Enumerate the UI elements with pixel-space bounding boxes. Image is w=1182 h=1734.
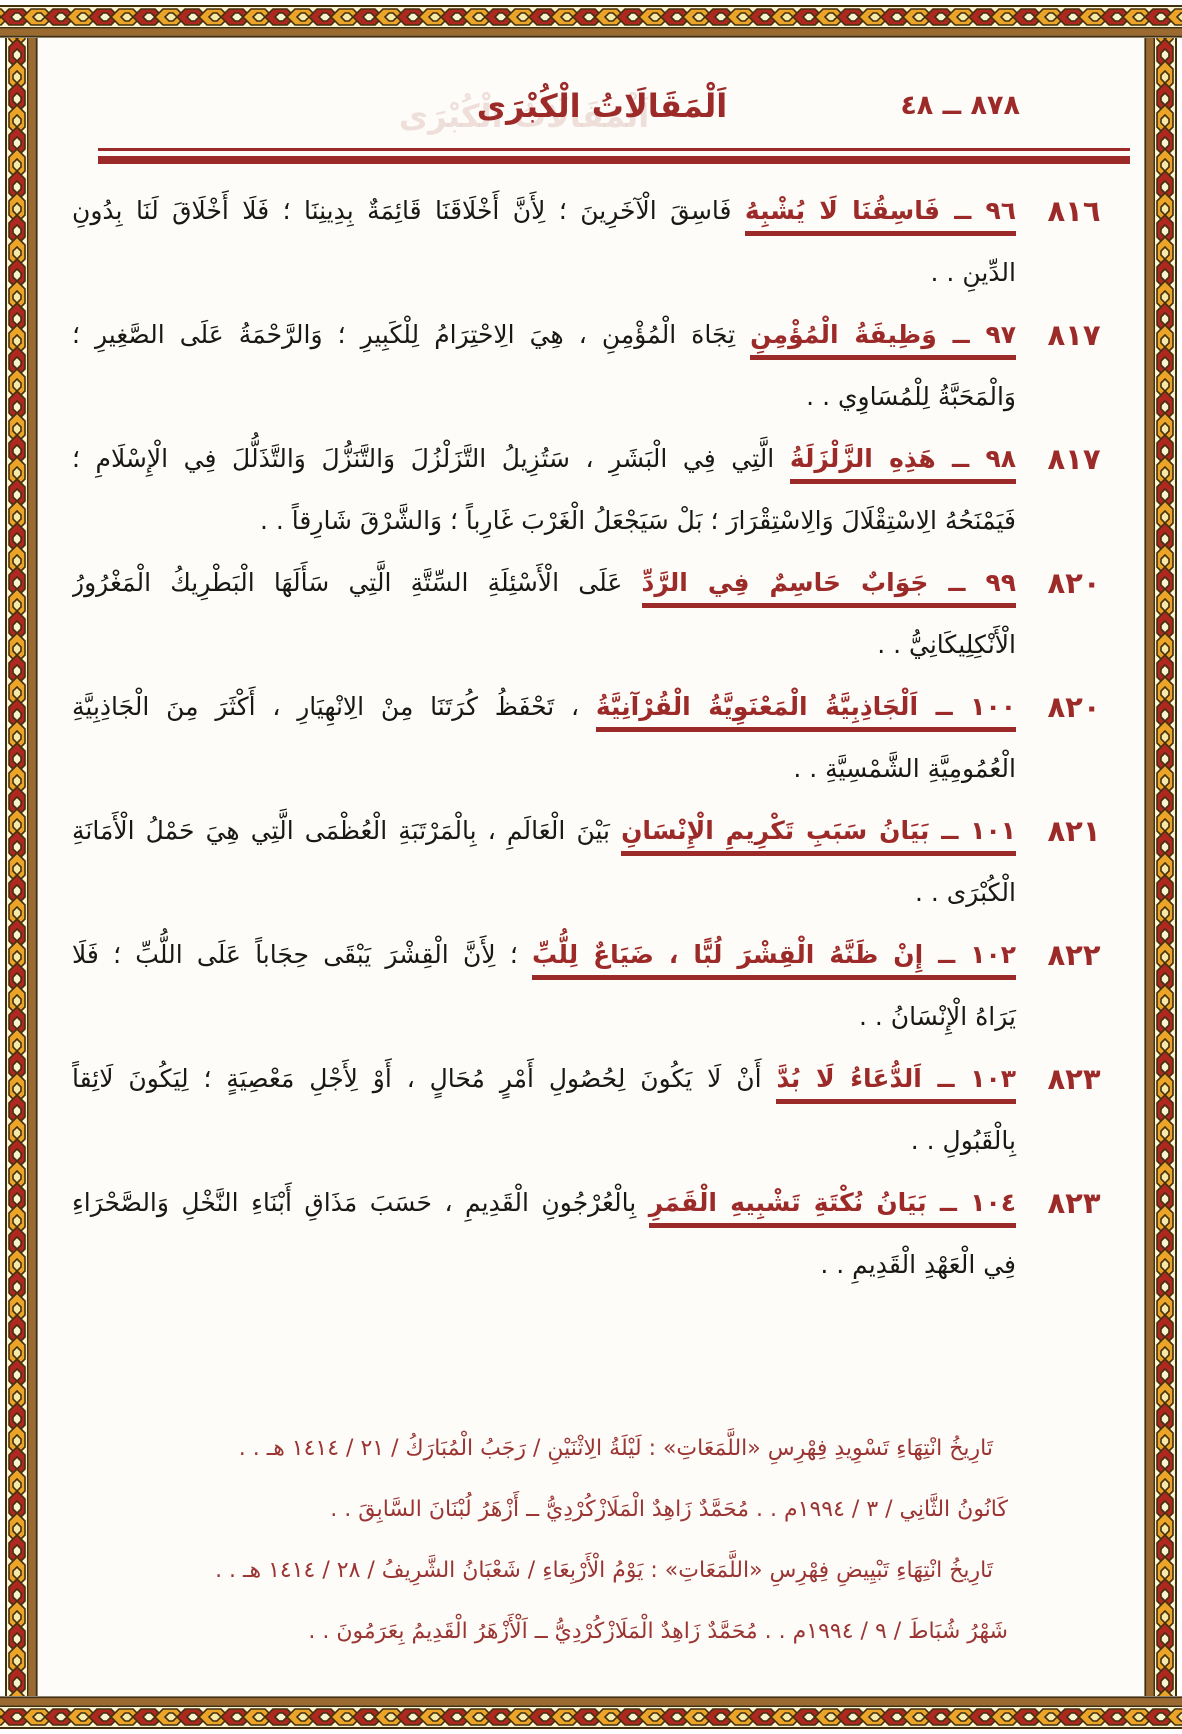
- entry-body-text: عَلَى الْأَسْئِلَةِ السِّتَّةِ الَّتِي سَأَلَهَا الْبَطْرِيكُ الْمَغْرُورُ: [72, 568, 623, 597]
- header-divider-rule: [98, 148, 1130, 164]
- colophon-paragraph: [102, 1540, 1008, 1662]
- page-number: ٨٧٨ ــ ٤٨: [900, 90, 1020, 121]
- entry-row: [72, 304, 1132, 428]
- entry-row: [72, 1048, 1132, 1172]
- entry-row: [72, 1172, 1132, 1296]
- colophon-line-2: شَهْرُ شُبَاطَ / ٩ / ١٩٩٤م . . مُحَمَّدٌ زَاهِدٌ الْمَلَازْكُرْدِيُّ ــ اَلْأَزْهَرُ الْقَدِيمُ بِعَرَمُونَ . .: [308, 1619, 1008, 1644]
- page-header: [72, 76, 1132, 136]
- entry-margin-number: ٨٢٢: [1047, 938, 1101, 972]
- entry-first-line: [72, 924, 1016, 986]
- colophon-line-1: تَارِيخُ انْتِهَاءِ تَبْيِيضِ فِهْرِسِ «اللَّمَعَاتِ» : يَوْمُ الْأَرْبِعَاءِ / شَعْبَانُ الشَّرِيفُ / ٢٨ / ١٤١٤ هـ . .: [215, 1558, 993, 1583]
- entry-text: [72, 676, 1016, 800]
- entry-text: [72, 1172, 1016, 1296]
- entry-row: [72, 924, 1132, 1048]
- entry-body-text: أَنْ لَا يَكُونَ لِحُصُولِ أَمْرٍ مُحَالٍ ، أَوْ لِأَجْلِ مَعْصِيَةٍ ؛ لِيَكُونَ لَائِقاً: [72, 1064, 762, 1093]
- colophon: [72, 1418, 1132, 1662]
- entry-continuation-line: فَيَمْنَحُهُ الِاسْتِقْلَالَ وَالِاسْتِقْرَارَ ؛ بَلْ سَيَجْعَلُ الْغَرْبَ غَارِباً ؛ وَالشَّرْقَ شَارِقاً . .: [260, 506, 1016, 535]
- entry-first-line: [72, 180, 1016, 242]
- entry-title-red: ٩٧ ــ وَظِيفَةُ الْمُؤْمِنِ: [750, 320, 1016, 360]
- entry-continuation-line: الْكُبْرَى . .: [914, 878, 1016, 907]
- entry-first-line: [72, 428, 1016, 490]
- entry-title-red: ١٠٢ ــ إِنْ ظَنَّهُ الْقِشْرَ لُبًّا ، ضَيَاعٌ لِلُّبِّ: [532, 940, 1016, 980]
- colophon-paragraph: [102, 1418, 1008, 1540]
- entry-continuation-line: الدِّينِ . .: [930, 258, 1016, 287]
- entry-text: [72, 924, 1016, 1048]
- entry-continuation-line: وَالْمَحَبَّةُ لِلْمُسَاوِي . .: [806, 382, 1016, 411]
- entry-text: [72, 428, 1016, 552]
- colophon-line-2: كَانُونُ الثَّانِي / ٣ / ١٩٩٤م . . مُحَمَّدٌ زَاهِدٌ الْمَلَازْكُرْدِيُّ ــ أَزْهَرُ لُبْنَانَ السَّابِقَ . .: [330, 1497, 1008, 1522]
- entry-text: [72, 304, 1016, 428]
- entry-row: [72, 800, 1132, 924]
- colophon-line-1: تَارِيخُ انْتِهَاءِ تَسْوِيدِ فِهْرِسِ «اللَّمَعَاتِ» : لَيْلَةُ الِاثْنَيْنِ / رَجَبُ الْمُبَارَكُ / ٢١ / ١٤١٤ هـ . .: [238, 1436, 993, 1461]
- ornamental-border-bottom: [0, 1696, 1182, 1734]
- entry-body-text: ؛ لِأَنَّ الْقِشْرَ يَبْقَى حِجَاباً عَلَى اللُّبِّ ؛ فَلَا: [72, 940, 518, 969]
- entry-continuation-line: بِالْقَبُولِ . .: [910, 1126, 1016, 1155]
- entry-continuation-line: فِي الْعَهْدِ الْقَدِيمِ . .: [820, 1250, 1016, 1279]
- entry-first-line: [72, 1048, 1016, 1110]
- entry-first-line: [72, 304, 1016, 366]
- entry-row: [72, 552, 1132, 676]
- entry-margin-number: ٨١٧: [1047, 318, 1101, 352]
- entry-title-red: ١٠٤ ــ بَيَانُ نُكْتَةِ تَشْبِيهِ الْقَمَرِ: [649, 1188, 1016, 1228]
- entry-margin-number: ٨٢٣: [1047, 1062, 1101, 1096]
- entry-margin-number: ٨٢٣: [1047, 1186, 1101, 1220]
- entry-continuation-line: يَرَاهُ الْإِنْسَانُ . .: [859, 1002, 1016, 1031]
- entry-text: [72, 1048, 1016, 1172]
- page-content: [38, 38, 1144, 1696]
- entry-margin-number: ٨٢١: [1047, 814, 1101, 848]
- entry-title-red: ١٠٠ ــ اَلْجَاذِبِيَّةُ الْمَعْنَوِيَّةُ الْقُرْآنِيَّةُ: [596, 692, 1016, 732]
- entry-text: [72, 800, 1016, 924]
- entry-title-red: ٩٦ ــ فَاسِقُنَا لَا يُشْبِهُ: [745, 196, 1016, 236]
- entry-row: [72, 676, 1132, 800]
- entry-body-text: فَاسِقَ الْآخَرِينَ ؛ لِأَنَّ أَخْلَاقَنَا قَائِمَةٌ بِدِينِنَا ؛ فَلَا أَخْلَاقَ لَنَا بِدُونِ: [72, 196, 732, 225]
- entry-title-red: ٩٨ ــ هَذِهِ الزَّلْزَلَةُ: [790, 444, 1016, 484]
- entry-first-line: [72, 552, 1016, 614]
- ornamental-border-left: [0, 38, 38, 1696]
- entry-body-text: بَيْنَ الْعَالَمِ ، بِالْمَرْتَبَةِ الْعُظْمَى الَّتِي هِيَ حَمْلُ الْأَمَانَةِ: [72, 816, 610, 845]
- entry-margin-number: ٨١٧: [1047, 442, 1101, 476]
- entry-text: [72, 180, 1016, 304]
- entry-title-red: ١٠٣ ــ اَلدُّعَاءُ لَا بُدَّ: [776, 1064, 1016, 1104]
- entries-list: [72, 180, 1132, 1296]
- entry-body-text: ، تَحْفَظُ كُرَتَنَا مِنْ الِانْهِيَارِ ، أَكْثَرَ مِنَ الْجَاذِبِيَّةِ: [72, 692, 580, 721]
- ornamental-border-top: [0, 0, 1182, 38]
- entry-body-text: تِجَاهَ الْمُؤْمِنِ ، هِيَ الِاحْتِرَامُ لِلْكَبِيرِ ؛ وَالرَّحْمَةُ عَلَى الصَّغِيرِ ؛: [72, 320, 736, 349]
- ornamental-border-right: [1144, 38, 1182, 1696]
- entry-first-line: [72, 800, 1016, 862]
- entry-row: [72, 180, 1132, 304]
- page-title: اَلْمَقَالَاتُ الْكُبْرَى: [476, 87, 728, 125]
- entry-row: [72, 428, 1132, 552]
- entry-continuation-line: الْأَنْكِلِيكَانِيُّ . .: [877, 630, 1016, 659]
- entry-margin-number: ٨٢٠: [1047, 690, 1101, 724]
- entry-body-text: بِالْعُرْجُونِ الْقَدِيمِ ، حَسَبَ مَذَاقِ أَبْنَاءِ النَّخْلِ وَالصَّحْرَاءِ: [72, 1188, 637, 1217]
- entry-text: [72, 552, 1016, 676]
- entry-first-line: [72, 676, 1016, 738]
- entry-margin-number: ٨٢٠: [1047, 566, 1101, 600]
- entry-body-text: الَّتِي فِي الْبَشَرِ ، سَتُزِيلُ التَّزَلْزُلَ وَالتَّنَزُّلَ وَالتَّذَلُّلَ فِي الْإِسْلَامِ ؛: [72, 444, 775, 473]
- entry-title-red: ٩٩ ــ جَوَابٌ حَاسِمٌ فِي الرَّدِّ: [642, 568, 1017, 608]
- entry-first-line: [72, 1172, 1016, 1234]
- entry-title-red: ١٠١ ــ بَيَانُ سَبَبِ تَكْرِيمِ الْإِنْسَانِ: [621, 816, 1016, 856]
- entry-margin-number: ٨١٦: [1047, 194, 1101, 228]
- entry-continuation-line: الْعُمُومِيَّةِ الشَّمْسِيَّةِ . .: [793, 754, 1016, 783]
